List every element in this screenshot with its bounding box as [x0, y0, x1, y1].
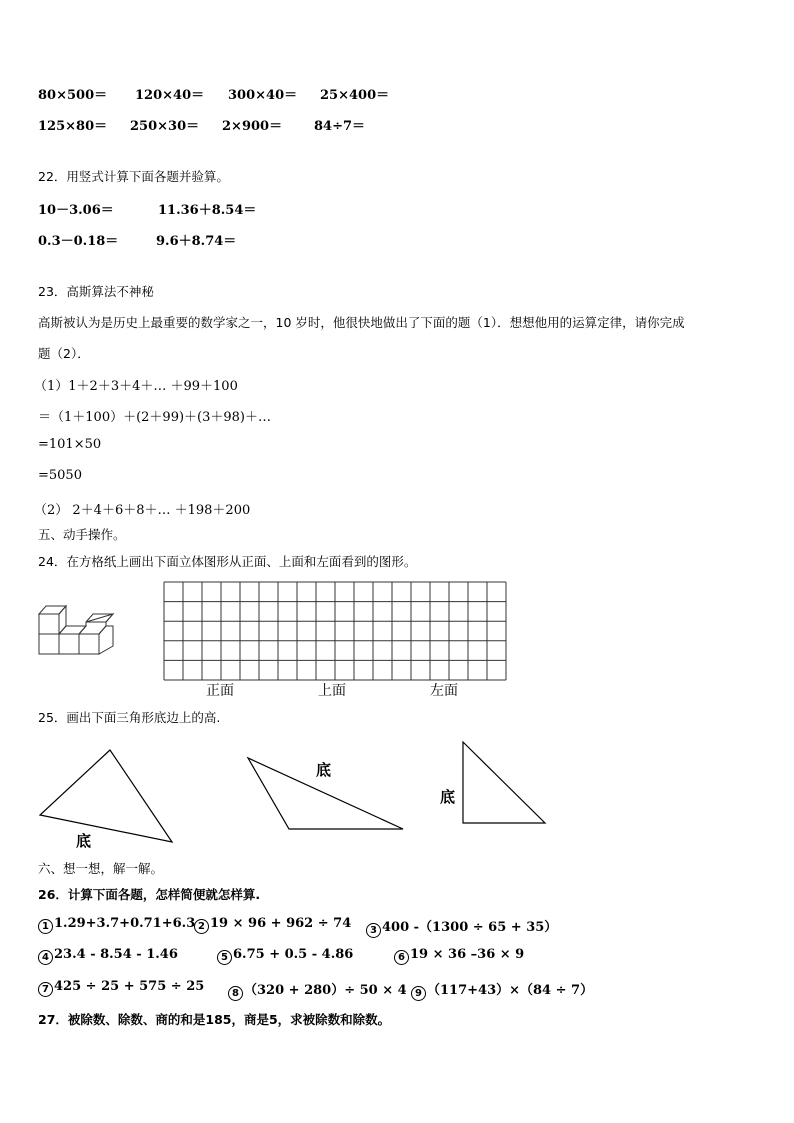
q23-paragraph-line1: 高斯被认为是历史上最重要的数学家之一，10 岁时，他很快地做出了下面的题（1）．想想他用的运算定律，请你完成: [38, 315, 685, 330]
triangles: [36, 738, 556, 853]
cube-solid-figure: [36, 602, 118, 656]
q22-expr-4: 9.6＋8.74＝: [156, 234, 237, 249]
label-front-view: 正面: [206, 683, 234, 699]
section-6-title: 六、想一想，解一解。: [38, 861, 164, 876]
q26-item-9: 9 （117+43）×（84 ÷ 7）: [411, 979, 593, 1001]
q26-item-2: 2 19 × 96 + 962 ÷ 74: [194, 916, 351, 934]
oral-calc-4: 25×400＝: [320, 88, 390, 103]
q23-step-2: ＝（1＋100）＋(2＋99)＋(3＋98)＋…: [38, 410, 271, 425]
oral-calc-1: 80×500＝: [38, 88, 108, 103]
q25-title: 25．画出下面三角形底边上的高.: [38, 710, 221, 725]
q26-item-4: 4 23.4 - 8.54 - 1.46: [38, 947, 178, 965]
oral-calc-5: 125×80＝: [38, 119, 108, 134]
q26-item-6: 6 19 × 36 –36 × 9: [394, 947, 524, 965]
oral-calc-6: 250×30＝: [130, 119, 200, 134]
oral-calc-3: 300×40＝: [228, 88, 298, 103]
q26-item-1: 1 1.29+3.7+0.71+6.3: [38, 916, 195, 934]
triangle-2-base-label: 底: [316, 761, 332, 779]
label-top-view: 上面: [318, 683, 346, 699]
oral-calc-2: 120×40＝: [135, 88, 205, 103]
q26-item-8: 8 （320 + 280）÷ 50 × 4: [228, 979, 407, 1001]
q27-title: 27．被除数、除数、商的和是185，商是5，求被除数和除数。: [38, 1012, 391, 1027]
triangle-3-base-label: 底: [440, 788, 456, 806]
q22-expr-3: 0.3－0.18＝: [38, 234, 119, 249]
q26-title: 26．计算下面各题，怎样简便就怎样算.: [38, 887, 261, 902]
q23-step-4: =5050: [38, 468, 82, 483]
q23-step-3: =101×50: [38, 437, 102, 452]
triangle-1: [40, 750, 172, 842]
q26-item-3: 3 400 -（1300 ÷ 65 + 35）: [366, 916, 557, 938]
q22-title: 22．用竖式计算下面各题并验算。: [38, 169, 229, 184]
grid-paper[interactable]: [163, 581, 507, 681]
oral-calc-8: 84÷7＝: [314, 119, 366, 134]
q22-expr-2: 11.36＋8.54＝: [158, 203, 257, 218]
label-left-view: 左面: [430, 683, 458, 699]
q26-item-7: 7 425 ÷ 25 + 575 ÷ 25: [38, 979, 204, 997]
triangle-3: [463, 742, 545, 823]
triangle-1-base-label: 底: [76, 832, 92, 850]
q24-title: 24．在方格纸上画出下面立体图形从正面、上面和左面看到的图形。: [38, 554, 417, 569]
q23-title: 23．高斯算法不神秘: [38, 284, 154, 299]
q23-step-1: （1）1＋2＋3＋4＋… ＋99＋100: [34, 379, 238, 394]
q22-expr-1: 10－3.06＝: [38, 203, 114, 218]
q23-task-2: （2） 2＋4＋6＋8＋… ＋198＋200: [34, 503, 251, 518]
oral-calc-7: 2×900＝: [222, 119, 283, 134]
q26-item-5: 5 6.75 + 0.5 - 4.86: [217, 947, 353, 965]
section-5-title: 五、动手操作。: [38, 527, 126, 542]
q23-paragraph-line2: 题（2）．: [38, 346, 90, 361]
